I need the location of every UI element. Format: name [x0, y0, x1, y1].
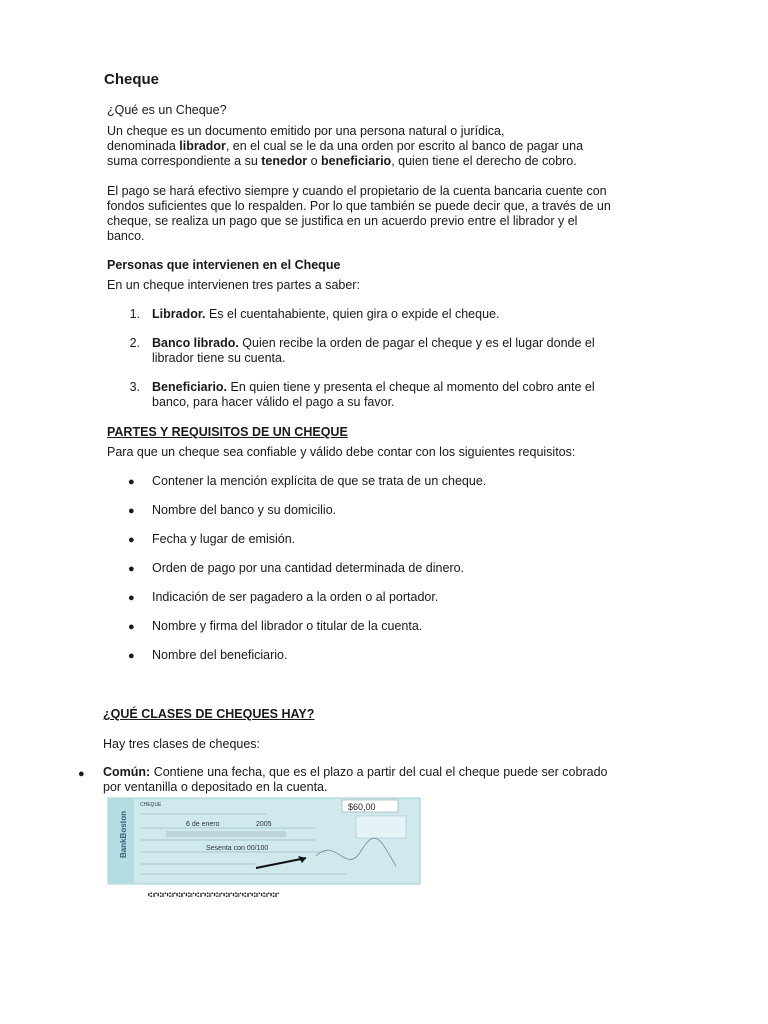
text-span: , quien tiene el derecho de cobro. — [391, 154, 577, 168]
list-item-continuation: banco, para hacer válido el pago a su favor. — [152, 395, 395, 409]
list-item: Nombre del beneficiario. — [152, 648, 288, 662]
list-item: Indicación de ser pagadero a la orden o al portador. — [152, 590, 439, 604]
pago-line-4: banco. — [107, 229, 145, 243]
micr-line: ⑆⑈⑆⑈⑆⑈⑆⑈⑆⑈⑆⑈⑆⑈⑆⑈⑆⑈⑆⑈⑆⑈⑆⑈⑆⑈⑆⑈ — [148, 892, 280, 900]
clases-intro: Hay tres clases de cheques: — [103, 737, 261, 751]
list-item: Contener la mención explícita de que se trata de un cheque. — [152, 474, 487, 488]
cheque-date: 6 de enero — [186, 821, 220, 828]
term-beneficiario: beneficiario — [321, 154, 392, 168]
list-term: Librador. — [152, 307, 206, 321]
bullet: ● — [128, 505, 135, 517]
list-term: Beneficiario. — [152, 380, 228, 394]
pago-line-2: fondos suficientes que lo respalden. Por lo que también se puede decir que, a través de un — [107, 199, 611, 213]
requisitos-heading: PARTES Y REQUISITOS DE UN CHEQUE — [107, 425, 348, 439]
list-number: 1. — [129, 307, 140, 321]
list-text: Contiene una fecha, que es el plazo a partir del cual el cheque puede ser cobrado — [150, 765, 608, 779]
text-span: denominada — [107, 139, 180, 153]
list-text: Quien recibe la orden de pagar el cheque y es el lugar donde el — [238, 336, 595, 350]
bullet: ● — [128, 534, 135, 546]
requisitos-intro: Para que un cheque sea confiable y válido debe contar con los siguientes requisitos: — [107, 445, 576, 459]
list-item-continuation: librador tiene su cuenta. — [152, 351, 286, 365]
bullet: ● — [128, 563, 135, 575]
list-item-continuation: por ventanilla o depositado en la cuenta. — [103, 780, 328, 794]
pago-line-3: cheque, se realiza un pago que se justifica en un acuerdo previo entre el librador y el — [107, 214, 578, 228]
list-number: 3. — [129, 380, 140, 394]
svg-text:CHEQUE: CHEQUE — [140, 802, 162, 808]
cheque-amount: $60,00 — [348, 802, 376, 812]
bullet: ● — [128, 650, 135, 662]
list-item: Fecha y lugar de emisión. — [152, 532, 296, 546]
intro-line-1: Un cheque es un documento emitido por una persona natural o jurídica, — [107, 124, 505, 138]
personas-intro: En un cheque intervienen tres partes a saber: — [107, 278, 360, 292]
list-item — [152, 307, 499, 322]
clases-heading: ¿QUÉ CLASES DE CHEQUES HAY? — [103, 707, 315, 721]
term-tenedor: tenedor — [261, 154, 308, 168]
list-item — [152, 380, 595, 395]
cheque-image — [106, 796, 422, 900]
text-span: o — [307, 154, 322, 168]
list-text: Es el cuentahabiente, quien gira o expide el cheque. — [205, 307, 500, 321]
text-span: , en el cual se le da una orden por escrito al banco de pagar una — [225, 139, 584, 153]
list-term: Común: — [103, 765, 151, 779]
list-number: 2. — [129, 336, 140, 350]
intro-line-2 — [107, 139, 583, 154]
text-span: suma correspondiente a su — [107, 154, 262, 168]
pago-line-1: El pago se hará efectivo siempre y cuando el propietario de la cuenta bancaria cuente con — [107, 184, 607, 198]
page-title: Cheque — [104, 71, 160, 88]
list-term: Banco librado. — [152, 336, 239, 350]
bullet: ● — [78, 768, 85, 780]
bullet: ● — [128, 621, 135, 633]
list-text: En quien tiene y presenta el cheque al momento del cobro ante el — [227, 380, 595, 394]
bank-name: BankBoston — [119, 810, 128, 858]
personas-heading: Personas que intervienen en el Cheque — [107, 258, 341, 272]
list-item — [103, 765, 607, 780]
cheque-amount-words: Sesenta con 00/100 — [206, 845, 269, 852]
bullet: ● — [128, 592, 135, 604]
list-item: Orden de pago por una cantidad determinada de dinero. — [152, 561, 465, 575]
term-librador: librador — [179, 139, 226, 153]
bullet: ● — [128, 476, 135, 488]
intro-line-3 — [107, 154, 577, 169]
question-heading: ¿Qué es un Cheque? — [107, 103, 227, 117]
cheque-year: 2005 — [256, 821, 272, 828]
list-item: Nombre y firma del librador o titular de la cuenta. — [152, 619, 423, 633]
list-item — [152, 336, 595, 351]
list-item: Nombre del banco y su domicilio. — [152, 503, 337, 517]
